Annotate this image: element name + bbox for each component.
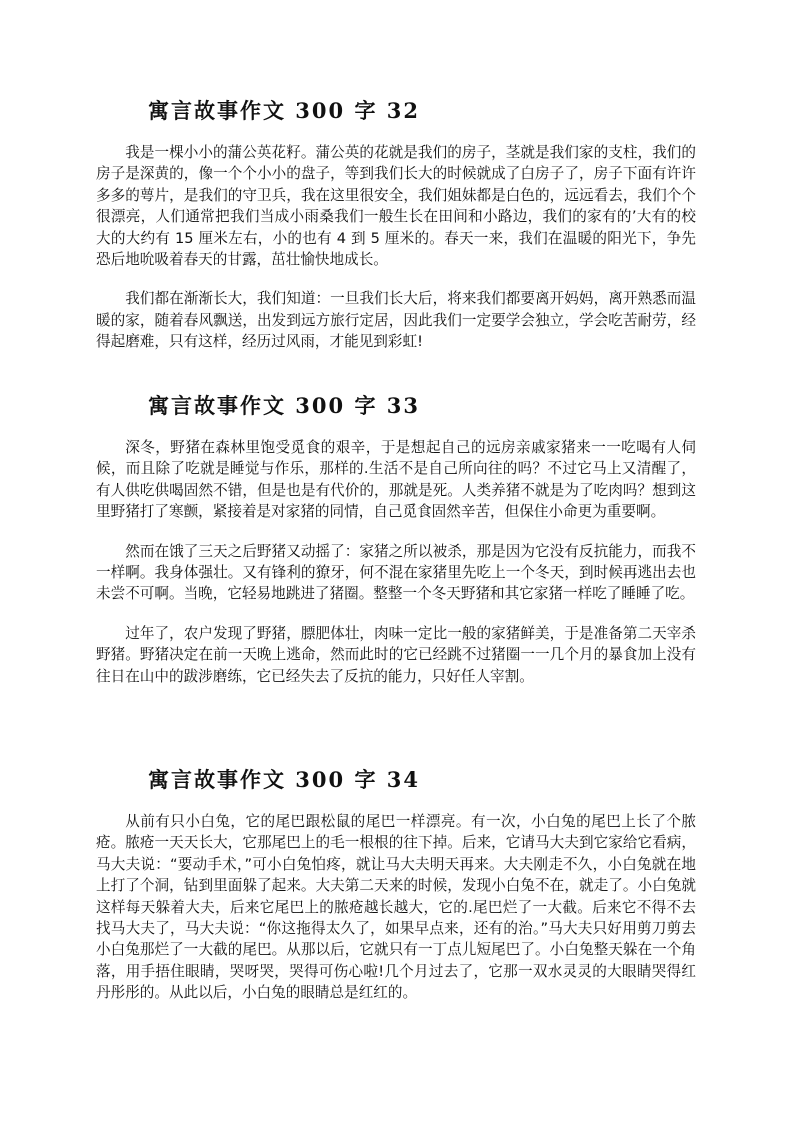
article-33: [96, 391, 696, 705]
article-34: [96, 765, 696, 1022]
article-paragraph: 我们都在渐渐长大，我们知道：一旦我们长大后，将来我们都要离开妈妈，离开熟悉而温暖的家，随着春风飘送，出发到远方旅行定居，因此我们一定要学会独立，学会吃苦耐劳，经得起磨难，只有这样，经历过风雨，才能见到彩虹!: [96, 290, 696, 351]
article-title: 寓言故事作文 300 字 34: [148, 767, 420, 792]
article-paragraph: 从前有只小白兔，它的尾巴跟松鼠的尾巴一样漂亮。有一次，小白兔的尾巴上长了个脓疮。脓疮一天天长大，它那尾巴上的毛一根根的往下掉。后来，它请马大夫到它家给它看病，马大夫说：“要动手术，”可小白兔怕疼，就让马大夫明天再来。大夫刚走不久，小白兔就在地上打了个洞，钻到里面躲了起来。大夫第二天来的时候，发现小白兔不在，就走了。小白兔就这样每天躲着大夫，后来它尾巴上的脓疮越长越大，它的.尾巴烂了一大截。后来它不得不去找马大夫了，马大夫说：“你这拖得太久了，如果早点来，还有的治。”马大夫只好用剪刀剪去小白兔那烂了一大截的尾巴。从那以后，它就只有一丁点儿短尾巴了。小白兔整天躲在一个角落，用手捂住眼睛，哭呀哭，哭得可伤心啦!几个月过去了，它那一双水灵灵的大眼睛哭得红丹彤彤的。从此以后，小白兔的眼睛总是红红的。: [96, 813, 696, 1002]
article-paragraph: 深冬，野猪在森林里饱受觅食的艰辛，于是想起自己的远房亲戚家猪来一一吃喝有人伺候，而且除了吃就是睡觉与作乐，那样的.生活不是自己所向往的吗？不过它马上又清醒了，有人供吃供喝固然不错，但是也是有代价的，那就是死。人类养猪不就是为了吃肉吗？想到这里野猪打了寒颤，紧接着是对家猪的同情，自己觅食固然辛苦，但保住小命更为重要啊。: [96, 439, 696, 521]
article-paragraph: 过年了，农户发现了野猪，膘肥体壮，肉味一定比一般的家猪鲜美，于是准备第二天宰杀野猪。野猪决定在前一天晚上逃命，然而此时的它已经跳不过猪圈一一几个月的暴食加上没有往日在山中的跋涉磨练，它已经失去了反抗的能力，只好任人宰割。: [96, 624, 696, 685]
article-paragraph: 然而在饿了三天之后野猪又动摇了：家猪之所以被杀，那是因为它没有反抗能力，而我不一样啊。我身体强壮。又有锋利的獠牙，何不混在家猪里先吃上一个冬天，到时候再逃出去也未尝不可啊。当晚，它轻易地跳进了猪圈。整整一个冬天野猪和其它家猪一样吃了睡睡了吃。: [96, 542, 696, 603]
article-title: 寓言故事作文 300 字 32: [148, 98, 420, 123]
article-title: 寓言故事作文 300 字 33: [148, 393, 420, 418]
article-paragraph: 我是一棵小小的蒲公英花籽。蒲公英的花就是我们的房子，茎就是我们家的支柱，我们的房子是深黄的，像一个个小小的盘子，等到我们长大的时候就成了白房子了，房子下面有许许多多的萼片，是我们的守卫兵，我在这里很安全，我们姐妹都是白色的，远远看去，我们个个很漂亮，人们通常把我们当成小雨桑我们一般生长在田间和小路边，我们的家有的’大有的校大的大约有 15 厘米左右，小的也有 4 到 5 厘米的。春天一来，我们在温暖的阳光下，争先恐后地吮吸着春天的甘露，茁壮愉快地成长。: [96, 144, 696, 269]
article-32: [96, 96, 696, 371]
